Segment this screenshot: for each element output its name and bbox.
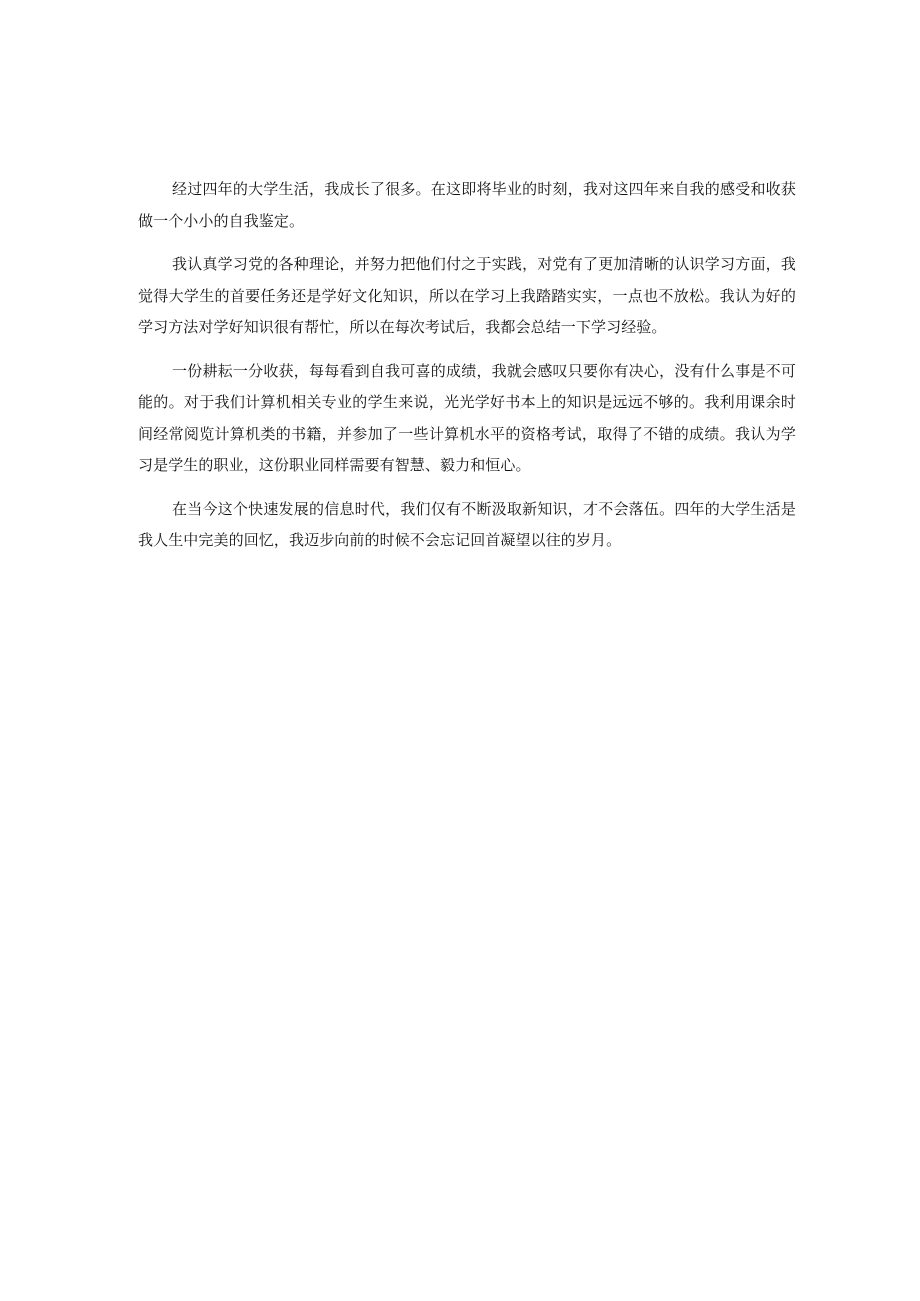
paragraph-conclusion: 在当今这个快速发展的信息时代，我们仅有不断汲取新知识，才不会落伍。四年的大学生活是我人生中完美的回忆，我迈步向前的时候不会忘记回首凝望以往的岁月。	[138, 499, 796, 549]
paragraph-self-assessment-intro: 经过四年的大学生活，我成长了很多。在这即将毕业的时刻，我对这四年来自我的感受和收获做一个小小的自我鉴定。	[138, 180, 796, 230]
paragraph-achievements: 一份耕耘一分收获，每每看到自我可喜的成绩，我就会感叹只要你有决心，没有什么事是不可能的。对于我们计算机相关专业的学生来说，光光学好书本上的知识是远远不够的。我利用课余时间经常阅览计算机类的书籍，并参加了一些计算机水平的资格考试，取得了不错的成绩。我认为学习是学生的职业，这份职业同样需要有智慧、毅力和恒心。	[138, 361, 796, 474]
paragraph-study: 我认真学习党的各种理论，并努力把他们付之于实践，对党有了更加清晰的认识学习方面，我觉得大学生的首要任务还是学好文化知识，所以在学习上我踏踏实实，一点也不放松。我认为好的学习方法对学好知识很有帮忙，所以在每次考试后，我都会总结一下学习经验。	[138, 255, 796, 336]
document-body	[138, 174, 796, 569]
